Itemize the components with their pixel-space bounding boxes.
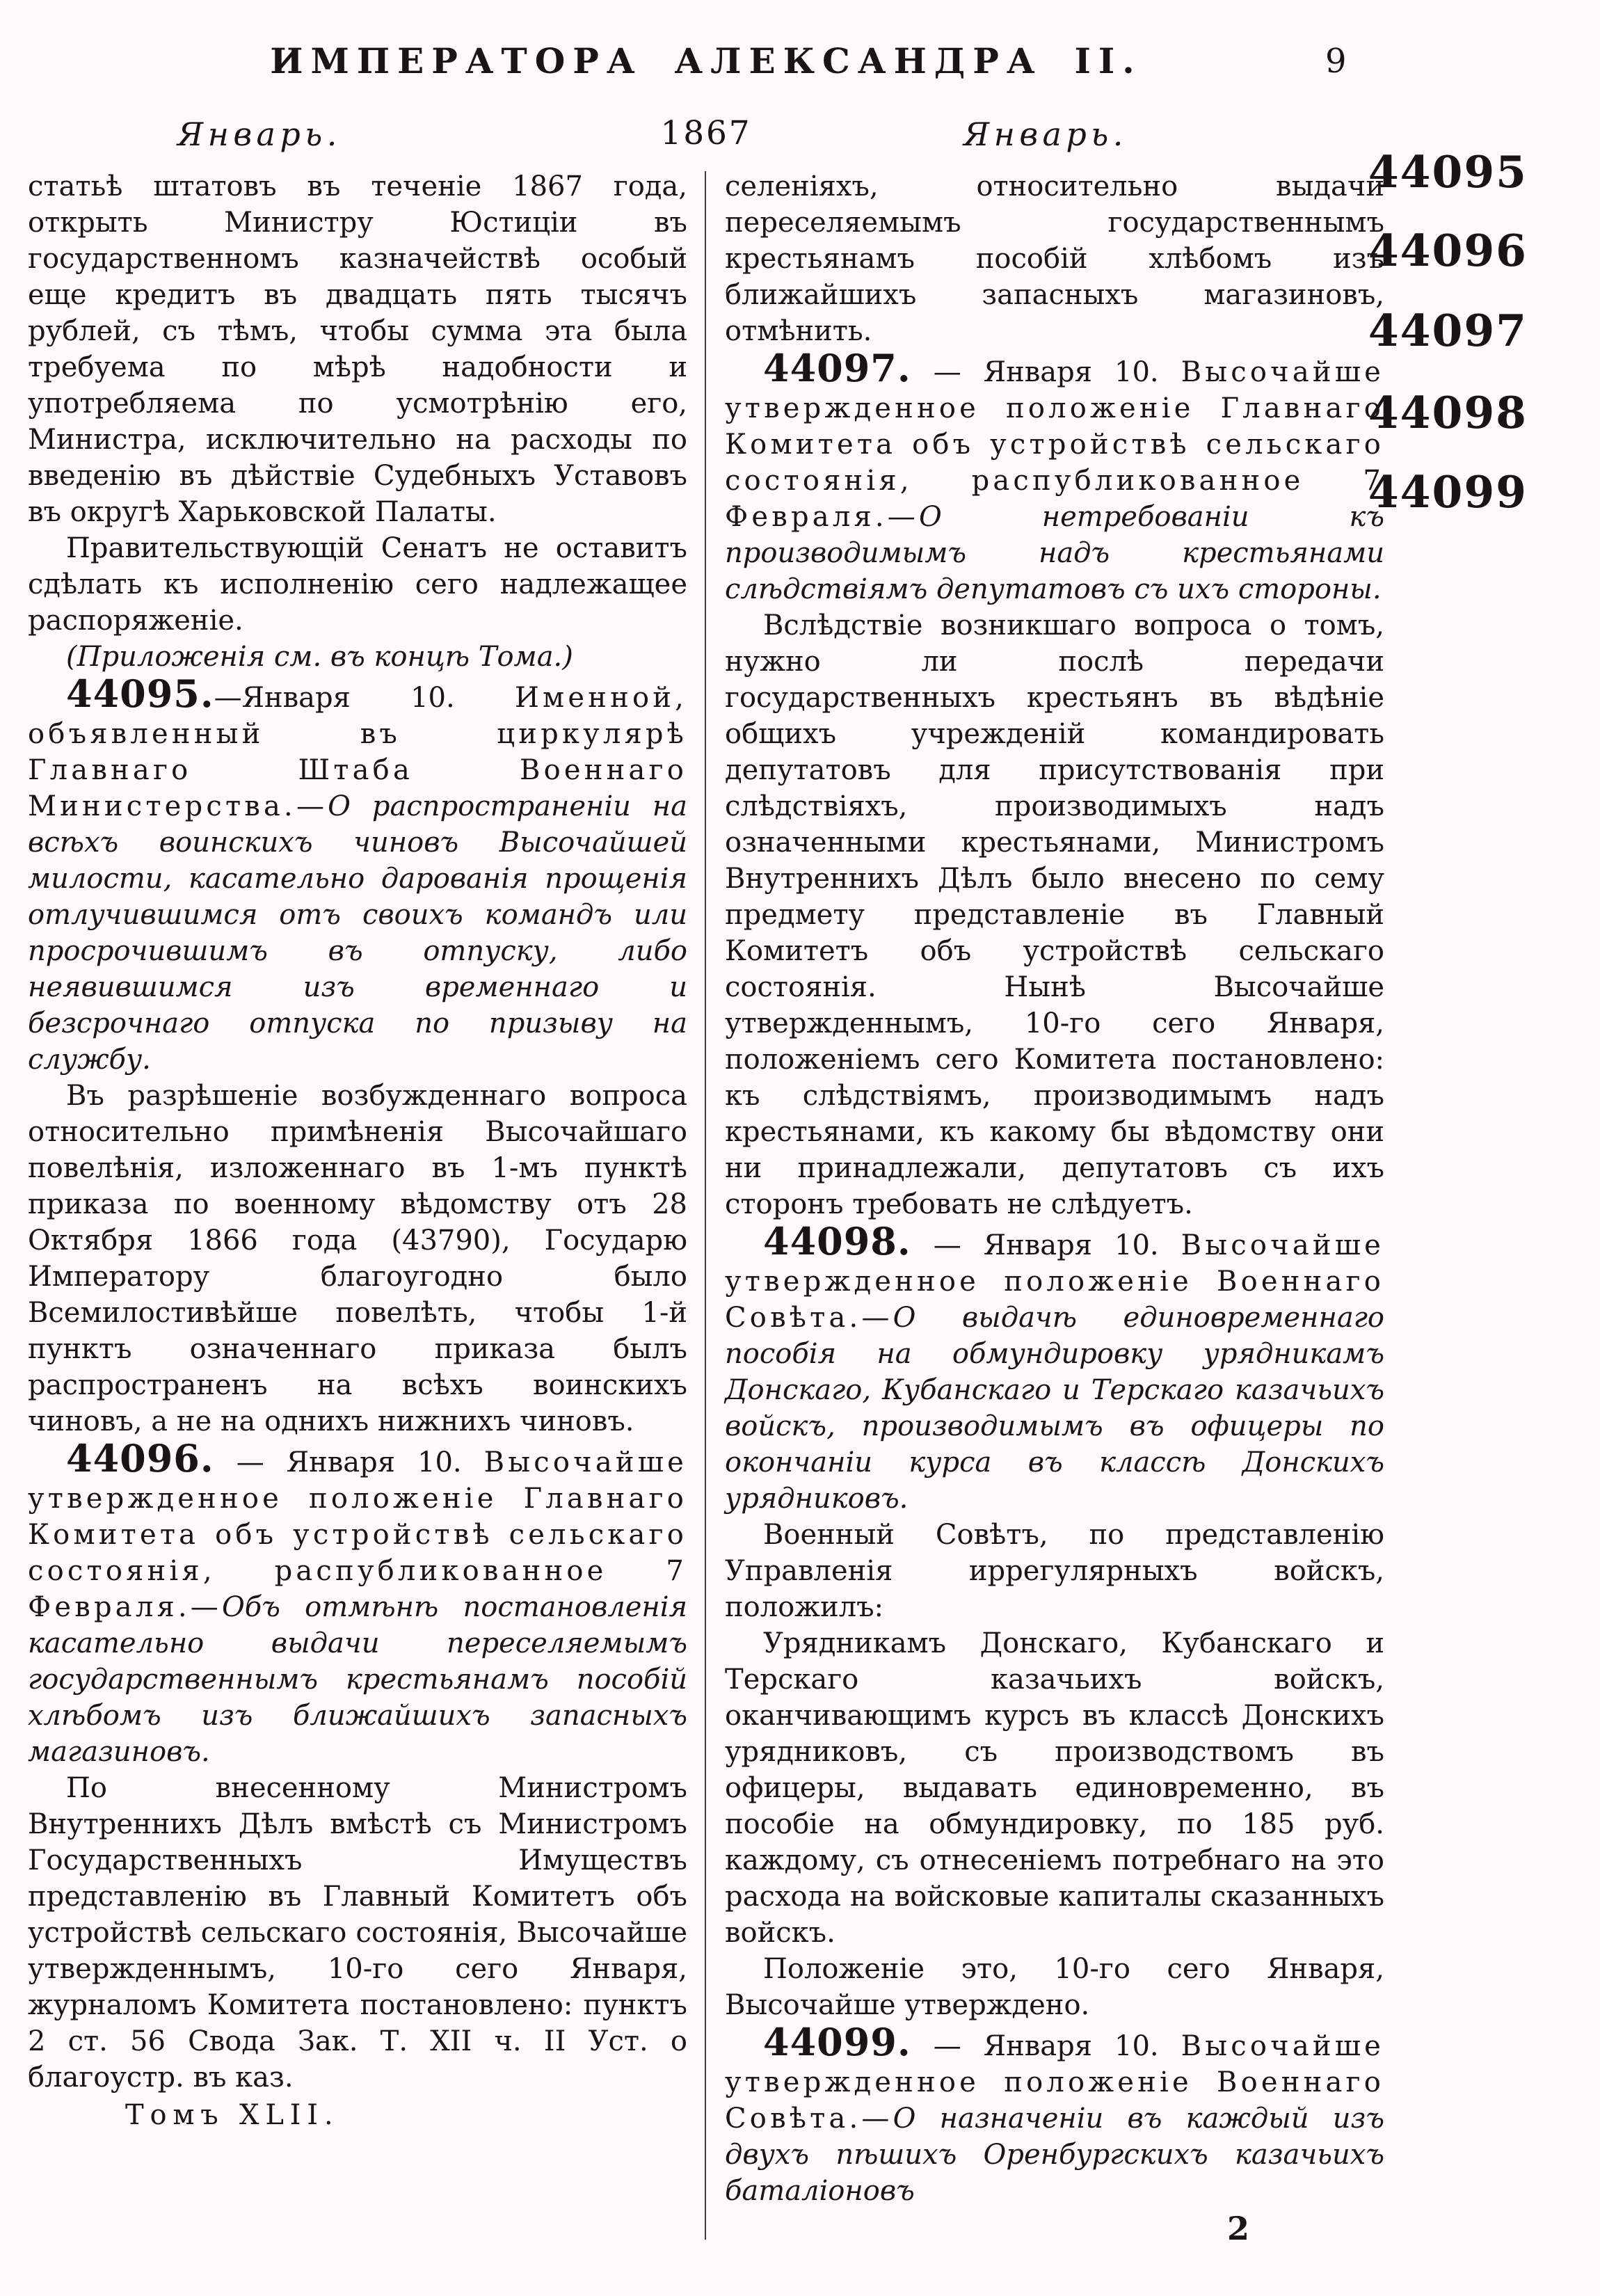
column-divider [705, 171, 706, 2240]
paragraph [125, 2097, 687, 2133]
paragraph [725, 2020, 1384, 2209]
text-segment: Въ разрѣшеніе возбужденнаго вопроса относительно примѣненія Высочайшаго повелѣнія, изложеннаго въ 1-мъ пунктѣ приказа по военному вѣдомству отъ 28 Октября 1866 года (43790), Государю Императору благоугодно было Всемилостивѣйше повелѣть, чтобы 1-й пунктъ означеннаго приказа былъ распространенъ на всѣхъ воинскихъ чиновъ, а не на однихъ нижнихъ чиновъ. [28, 1080, 687, 1437]
text-segment: Объ отмѣнѣ постановленія касательно выдачи переселяемымъ государственнымъ крестьянамъ пособій хлѣбомъ изъ ближайшихъ запасныхъ магазиновъ. [28, 1591, 687, 1768]
text-segment: селеніяхъ, относительно выдачи переселяемымъ государственнымъ крестьянамъ пособій хлѣбомъ изъ ближайшихъ запасныхъ магазиновъ, отмѣнить. [725, 170, 1384, 347]
text-segment: — Января 10. [911, 356, 1181, 388]
margin-article-number: 44095 [1368, 146, 1528, 198]
paragraph [28, 1078, 687, 1440]
paragraph [725, 1625, 1384, 1951]
margin-article-number: 44097 [1368, 305, 1528, 356]
paragraph [28, 671, 687, 1078]
left-column [28, 168, 687, 2247]
paragraph [725, 1219, 1384, 1517]
page-number: 9 [1325, 42, 1347, 81]
text-segment: Высочайше утвержденное положеніе Главнаго Комитета объ устройствѣ сельскаго состоянія, распубликованное 7 Февраля.— [725, 356, 1384, 533]
paragraph [28, 1436, 687, 1770]
right-column [725, 168, 1384, 2247]
text-segment: — Января 10. [911, 1229, 1181, 1261]
text-segment: По внесенному Министромъ Внутреннихъ Дѣлъ вмѣстѣ съ Министромъ Государственныхъ Имуществъ представленію въ Главный Комитетъ объ устройствѣ сельскаго состоянія, Высочайше утвержденнымъ, 10-го сего Января, журналомъ Комитета постановлено: пунктъ 2 ст. 56 Свода Зак. Т. XII ч. II Уст. о благоустр. въ каз. [28, 1772, 687, 2094]
text-segment: Вслѣдствіе возникшаго вопроса о томъ, нужно ли послѣ передачи государственныхъ крестьянъ въ вѣдѣніе общихъ учрежденій командировать депутатовъ для присутствованія при слѣдствіяхъ, производимыхъ надъ означенными крестьянами, Министромъ Внутреннихъ Дѣлъ было внесено по сему предмету представленіе въ Главный Комитетъ объ устройствѣ сельскаго состоянія. Нынѣ Высочайше утвержденнымъ, 10-го сего Января, положеніемъ сего Комитета постановлено: къ слѣдствіямъ, производимымъ надъ крестьянами, къ какому бы вѣдомству они ни принадлежали, депутатовъ съ ихъ сторонъ требовать не слѣдуетъ. [725, 609, 1384, 1220]
text-segment: О нетребованіи къ производимымъ надъ крестьянами слѣдствіямъ депутатовъ съ ихъ стороны. [725, 501, 1384, 605]
text-segment: О назначеніи въ каждый изъ двухъ пѣшихъ Оренбургскихъ казачьихъ баталіоновъ [725, 2103, 1384, 2207]
margin-article-number: 44096 [1368, 225, 1528, 276]
text-segment: 44095. [66, 671, 214, 716]
margin-article-number: 44098 [1368, 387, 1528, 438]
text-segment: О выдачѣ единовременнаго пособія на обмундировку урядникамъ Донскаго, Кубанскаго и Терскаго казачьихъ войскъ, производимымъ въ офицеры по окончаніи курса въ классѣ Донскихъ урядниковъ. [725, 1302, 1384, 1515]
margin-article-number: 44099 [1368, 466, 1528, 518]
text-segment: Правительствующій Сенатъ не оставитъ сдѣлать къ исполненію сего надлежащее распоряженіе. [28, 532, 687, 637]
text-segment: — Января 10. [911, 2030, 1181, 2062]
subheader-month-left: Январь. [177, 115, 342, 153]
running-title: ИМПЕРАТОРА АЛЕКСАНДРА II. [270, 40, 1142, 81]
subheader-month-right: Январь. [963, 115, 1128, 153]
paragraph [725, 607, 1384, 1222]
text-segment: (Приложенія см. въ концѣ Тома.) [66, 641, 573, 673]
paragraph [725, 346, 1384, 607]
paragraph [28, 1770, 687, 2096]
paragraph [28, 530, 687, 639]
paragraph [725, 1517, 1384, 1625]
text-segment: 2 [1227, 2210, 1250, 2247]
text-segment: Именной, объявленный въ циркулярѣ Главнаго Штаба Военнаго Министерства.— [28, 682, 687, 822]
paragraph [28, 168, 687, 530]
text-segment: 44097. [763, 346, 911, 390]
text-block [28, 168, 1386, 2247]
text-segment: Высочайше утвержденное положеніе Военнаго Совѣта.— [725, 2030, 1384, 2135]
text-segment: Высочайше утвержденное положеніе Главнаго Комитета объ устройствѣ сельскаго состоянія, распубликованное 7 Февраля.— [28, 1446, 687, 1623]
text-segment: статьѣ штатовъ въ теченіе 1867 года, открыть Министру Юстиціи въ государственномъ казначействѣ особый еще кредитъ въ двадцать пять тысячъ рублей, съ тѣмъ, чтобы сумма эта была требуема по мѣрѣ надобности и употребляема по усмотрѣнію его, Министра, исключительно на расходы по введенію въ дѣйствіе Судебныхъ Уставовъ въ округѣ Харьковской Палаты. [28, 170, 687, 528]
text-segment: Положеніе это, 10-го сего Января, Высочайше утверждено. [725, 1953, 1384, 2021]
subheader-year: 1867 [660, 114, 752, 152]
text-segment: Урядникамъ Донскаго, Кубанскаго и Терскаго казачьихъ войскъ, оканчивающимъ курсъ въ классѣ Донскихъ урядниковъ, съ производствомъ въ офицеры, выдавать единовременно, въ пособіе на обмундировку, по 185 руб. каждому, съ отнесеніемъ потребнаго на это расхода на войсковые капиталы сказанныхъ войскъ. [725, 1627, 1384, 1949]
text-segment: Томъ XLII. [125, 2099, 339, 2131]
paragraph [28, 639, 687, 675]
text-segment: —Января 10. [214, 682, 515, 714]
text-segment: Военный Совѣтъ, по представленію Управленія иррегулярныхъ войскъ, положилъ: [725, 1519, 1384, 1623]
text-segment: — Января 10. [214, 1446, 484, 1478]
text-segment: О распространеніи на всѣхъ воинскихъ чиновъ Высочайшей милости, касательно дарованія прощенія отлучившимся отъ своихъ командъ или просрочившимъ въ отпуску, либо неявившимся изъ временнаго и безсрочнаго отпуска по призыву на службу. [28, 790, 687, 1076]
text-segment: Высочайше утвержденное положеніе Военнаго Совѣта.— [725, 1229, 1384, 1334]
text-segment: 44096. [66, 1436, 214, 1481]
paragraph [725, 168, 1384, 349]
text-segment: 44098. [763, 1219, 911, 1263]
paragraph [725, 1951, 1384, 2023]
text-segment: 44099. [763, 2020, 911, 2064]
paragraph [1227, 2210, 1384, 2247]
